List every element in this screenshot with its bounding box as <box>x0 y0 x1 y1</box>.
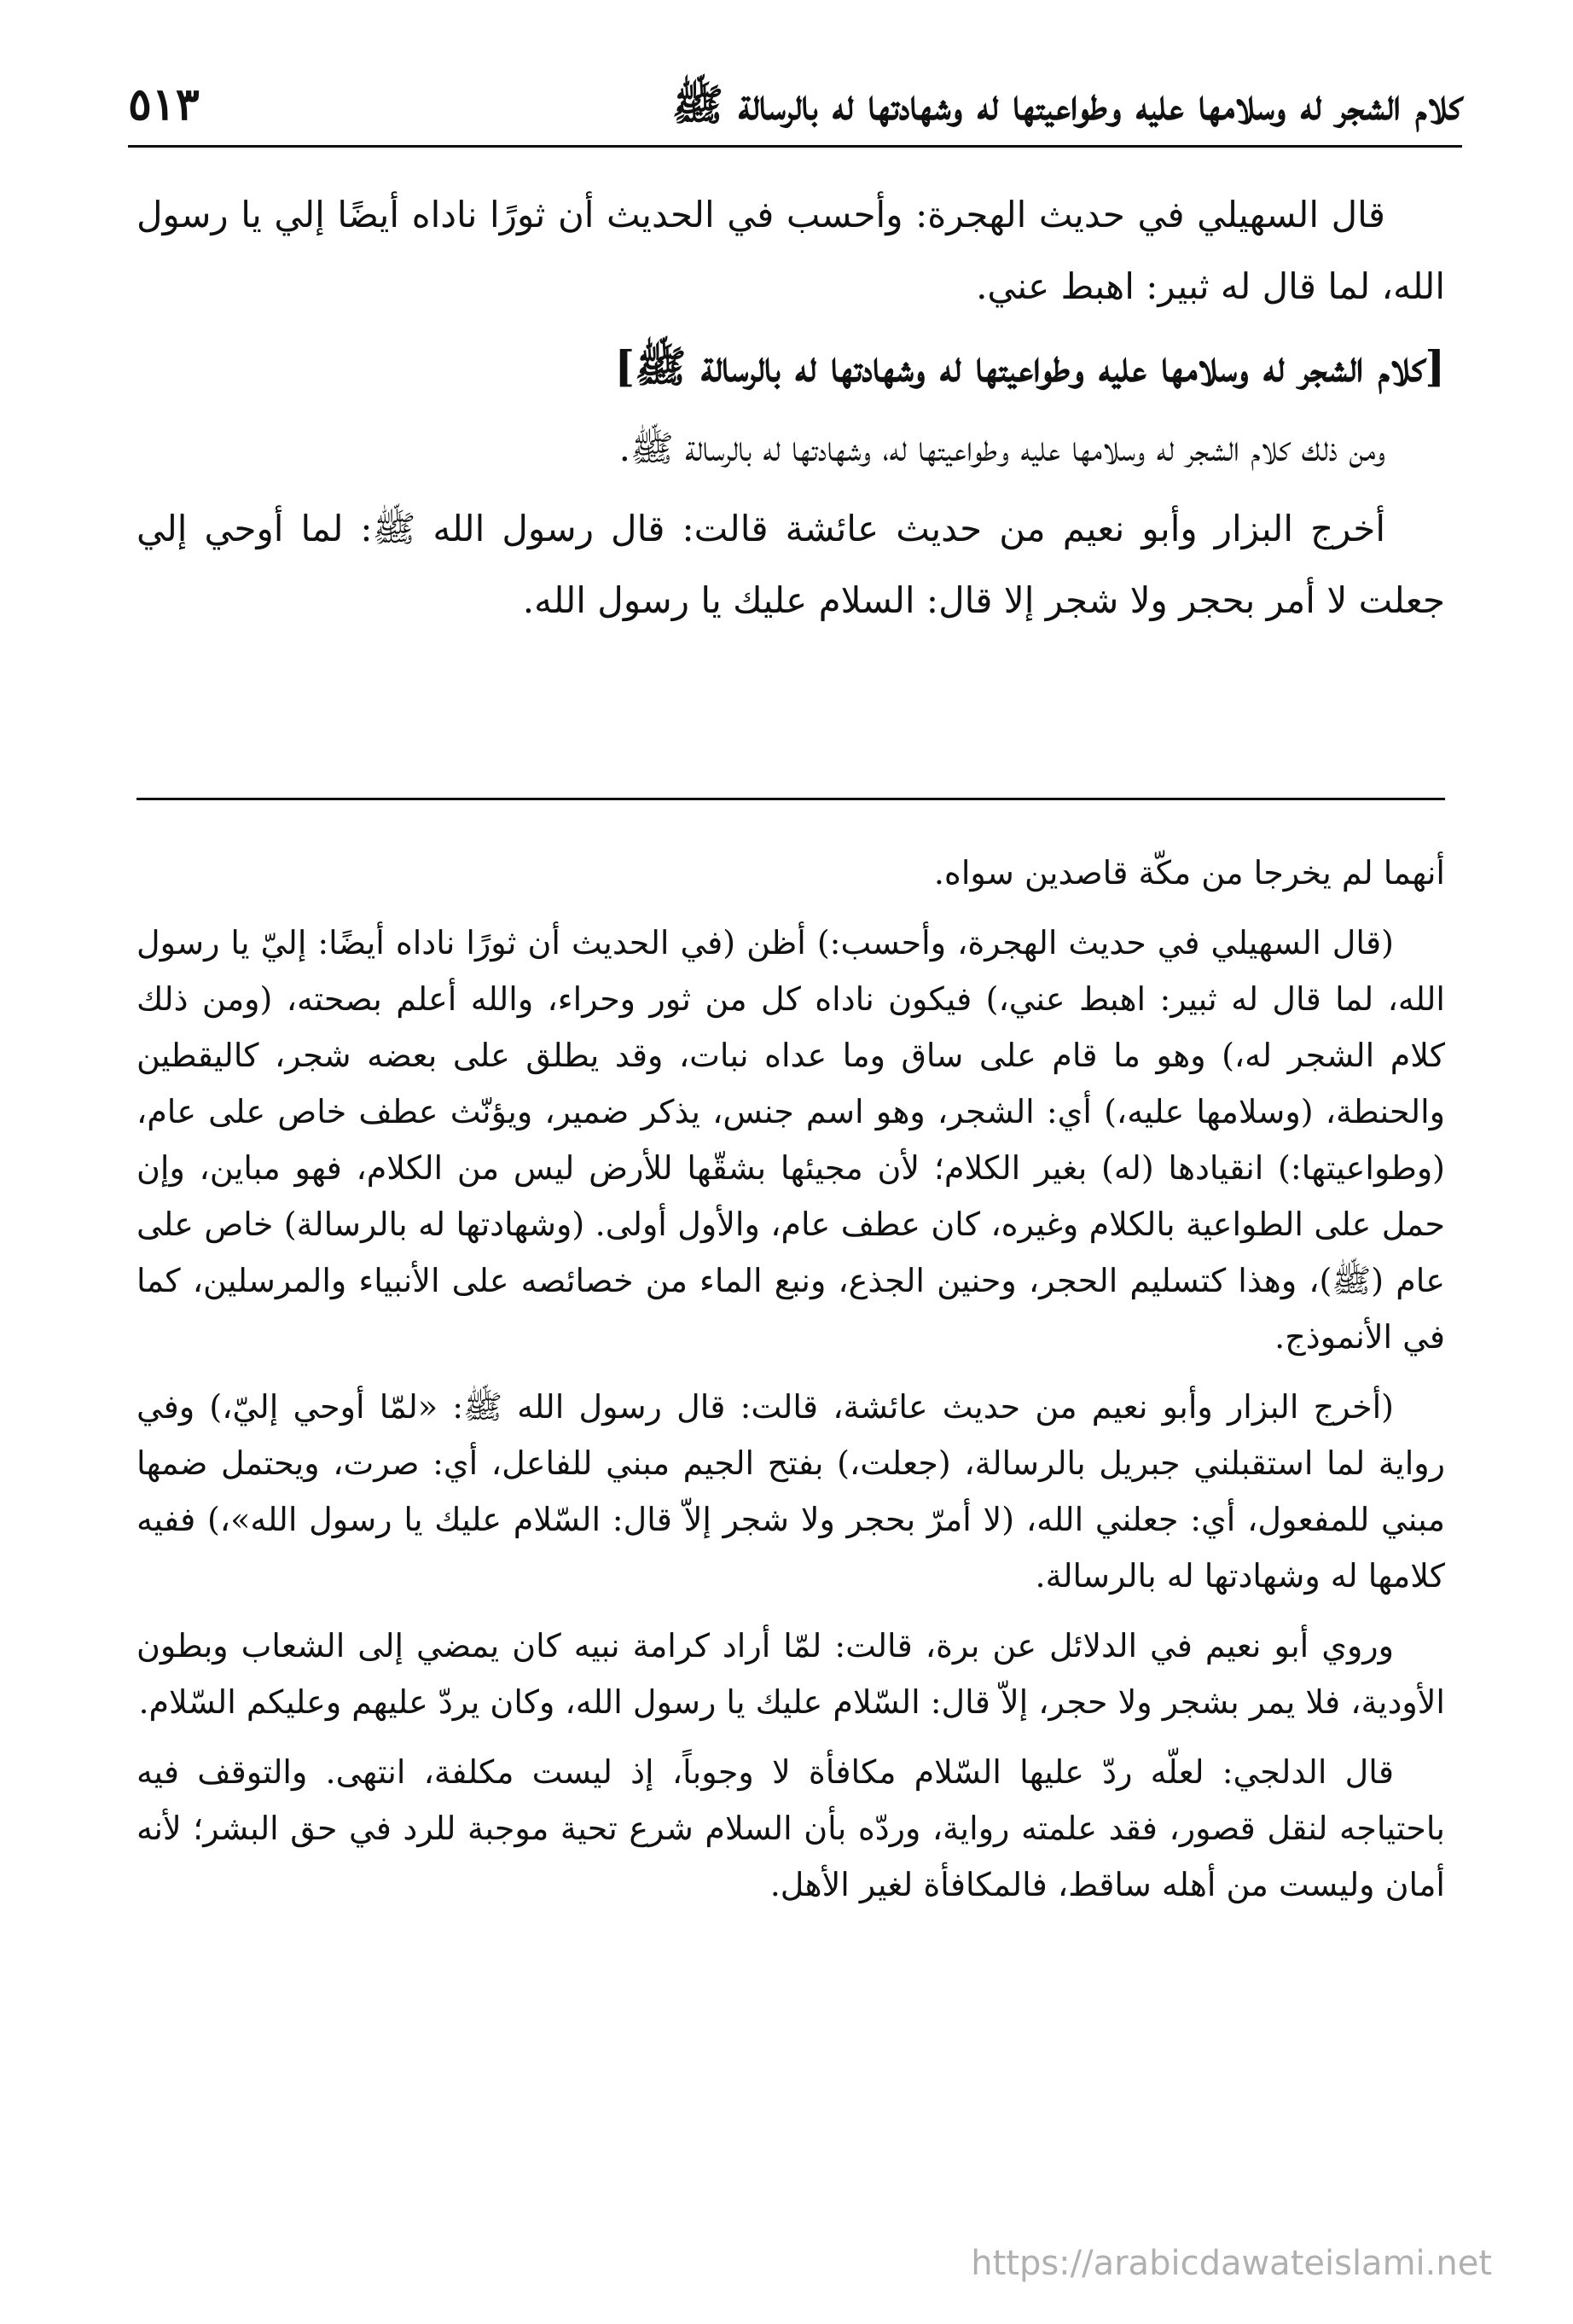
page-number: ٥١٣ <box>128 78 200 131</box>
commentary-paragraph: قال الدلجي: لعلّه ردّ عليها السّلام مكافأة لا وجوباً، إذ ليست مكلفة، انتهى. والتوقف فيه باحتياجه لنقل قصور، فقد علمته رواية، وردّه بأن السلام شرع تحية موجبة للرد في حق البشر؛ لأنه أمان وليست من أهله ساقط، فالمكافأة لغير الأهل. <box>136 1753 1445 1903</box>
commentary-paragraph: (قال السهيلي في حديث الهجرة، وأحسب:) أظن (في الحديث أن ثورًا ناداه أيضًا: إليّ يا رسول الله، لما قال له ثبير: اهبط عني،) فيكون ناداه كل من ثور وحراء، والله أعلم بصحته، (ومن ذلك كلام الشجر له،) وهو ما قام على ساق وما عداه نبات، وقد يطلق على بعضه شجر، كاليقطين والحنطة، (وسلامها عليه،) أي: الشجر، وهو اسم جنس، يذكر ضمير، ويؤنّث عطف خاص على عام، (وطواعيتها:) انقيادها (له) بغير الكلام؛ لأن مجيئها بشقّها للأرض ليس من الكلام، فهو مباين، وإن حمل على الطواعية بالكلام وغيره، كان عطف عام، والأول أولى. (وشهادتها له بالرسالة) خاص على عام (ﷺ)، وهذا كتسليم الحجر، وحنين الجذع، ونبع الماء من خصائصه على الأنبياء والمرسلين، كما في الأنموذج. <box>136 924 1445 1356</box>
main-text <box>136 179 1445 645</box>
main-paragraph: قال السهيلي في حديث الهجرة: وأحسب في الحديث أن ثورًا ناداه أيضًا إلي يا رسول الله، لما قال له ثبير: اهبط عني. <box>136 194 1445 307</box>
commentary-paragraph: وروي أبو نعيم في الدلائل عن برة، قالت: لمّا أراد كرامة نبيه كان يمضي إلى الشعاب وبطون الأودية، فلا يمر بشجر ولا حجر، إلاّ قال: السّلام عليك يا رسول الله، وكان يردّ عليهم وعليكم السّلام. <box>136 1627 1445 1721</box>
header-rule <box>128 145 1462 148</box>
commentary-text <box>136 845 1445 1926</box>
running-title: كلام الشجر له وسلامها عليه وطواعيتها له وشهادتها له بالرسالة ﷺ <box>671 79 1462 130</box>
watermark-url: https://arabicdawateislami.net <box>971 2244 1492 2283</box>
commentary-paragraph: أنهما لم يخرجا من مكّة قاصدين سواه. <box>933 854 1445 892</box>
main-paragraph: ومن ذلك كلام الشجر له وسلامها عليه وطواعيتها له، وشهادتها له بالرسالة ﷺ. <box>618 427 1385 469</box>
page-header <box>128 67 1462 143</box>
section-heading: [كلام الشجر له وسلامها عليه وطواعيتها له وشهادتها له بالرسالة ﷺ] <box>614 341 1445 392</box>
commentary-paragraph: (أخرج البزار وأبو نعيم من حديث عائشة، قالت: قال رسول الله ﷺ: «لمّا أوحي إليّ،) وفي رواية لما استقبلني جبريل بالرسالة، (جعلت،) بفتح الجيم مبني للفاعل، أي: صرت، ويحتمل ضمها مبني للمفعول، أي: جعلني الله، (لا أمرّ بحجر ولا شجر إلاّ قال: السّلام عليك يا رسول الله»،) ففيه كلامها له وشهادتها له بالرسالة. <box>136 1388 1445 1595</box>
main-paragraph: أخرج البزار وأبو نعيم من حديث عائشة قالت: قال رسول الله ﷺ: لما أوحي إلي جعلت لا أمر بحجر ولا شجر إلا قال: السلام عليك يا رسول الله. <box>136 508 1445 621</box>
text-commentary-divider <box>136 798 1445 800</box>
